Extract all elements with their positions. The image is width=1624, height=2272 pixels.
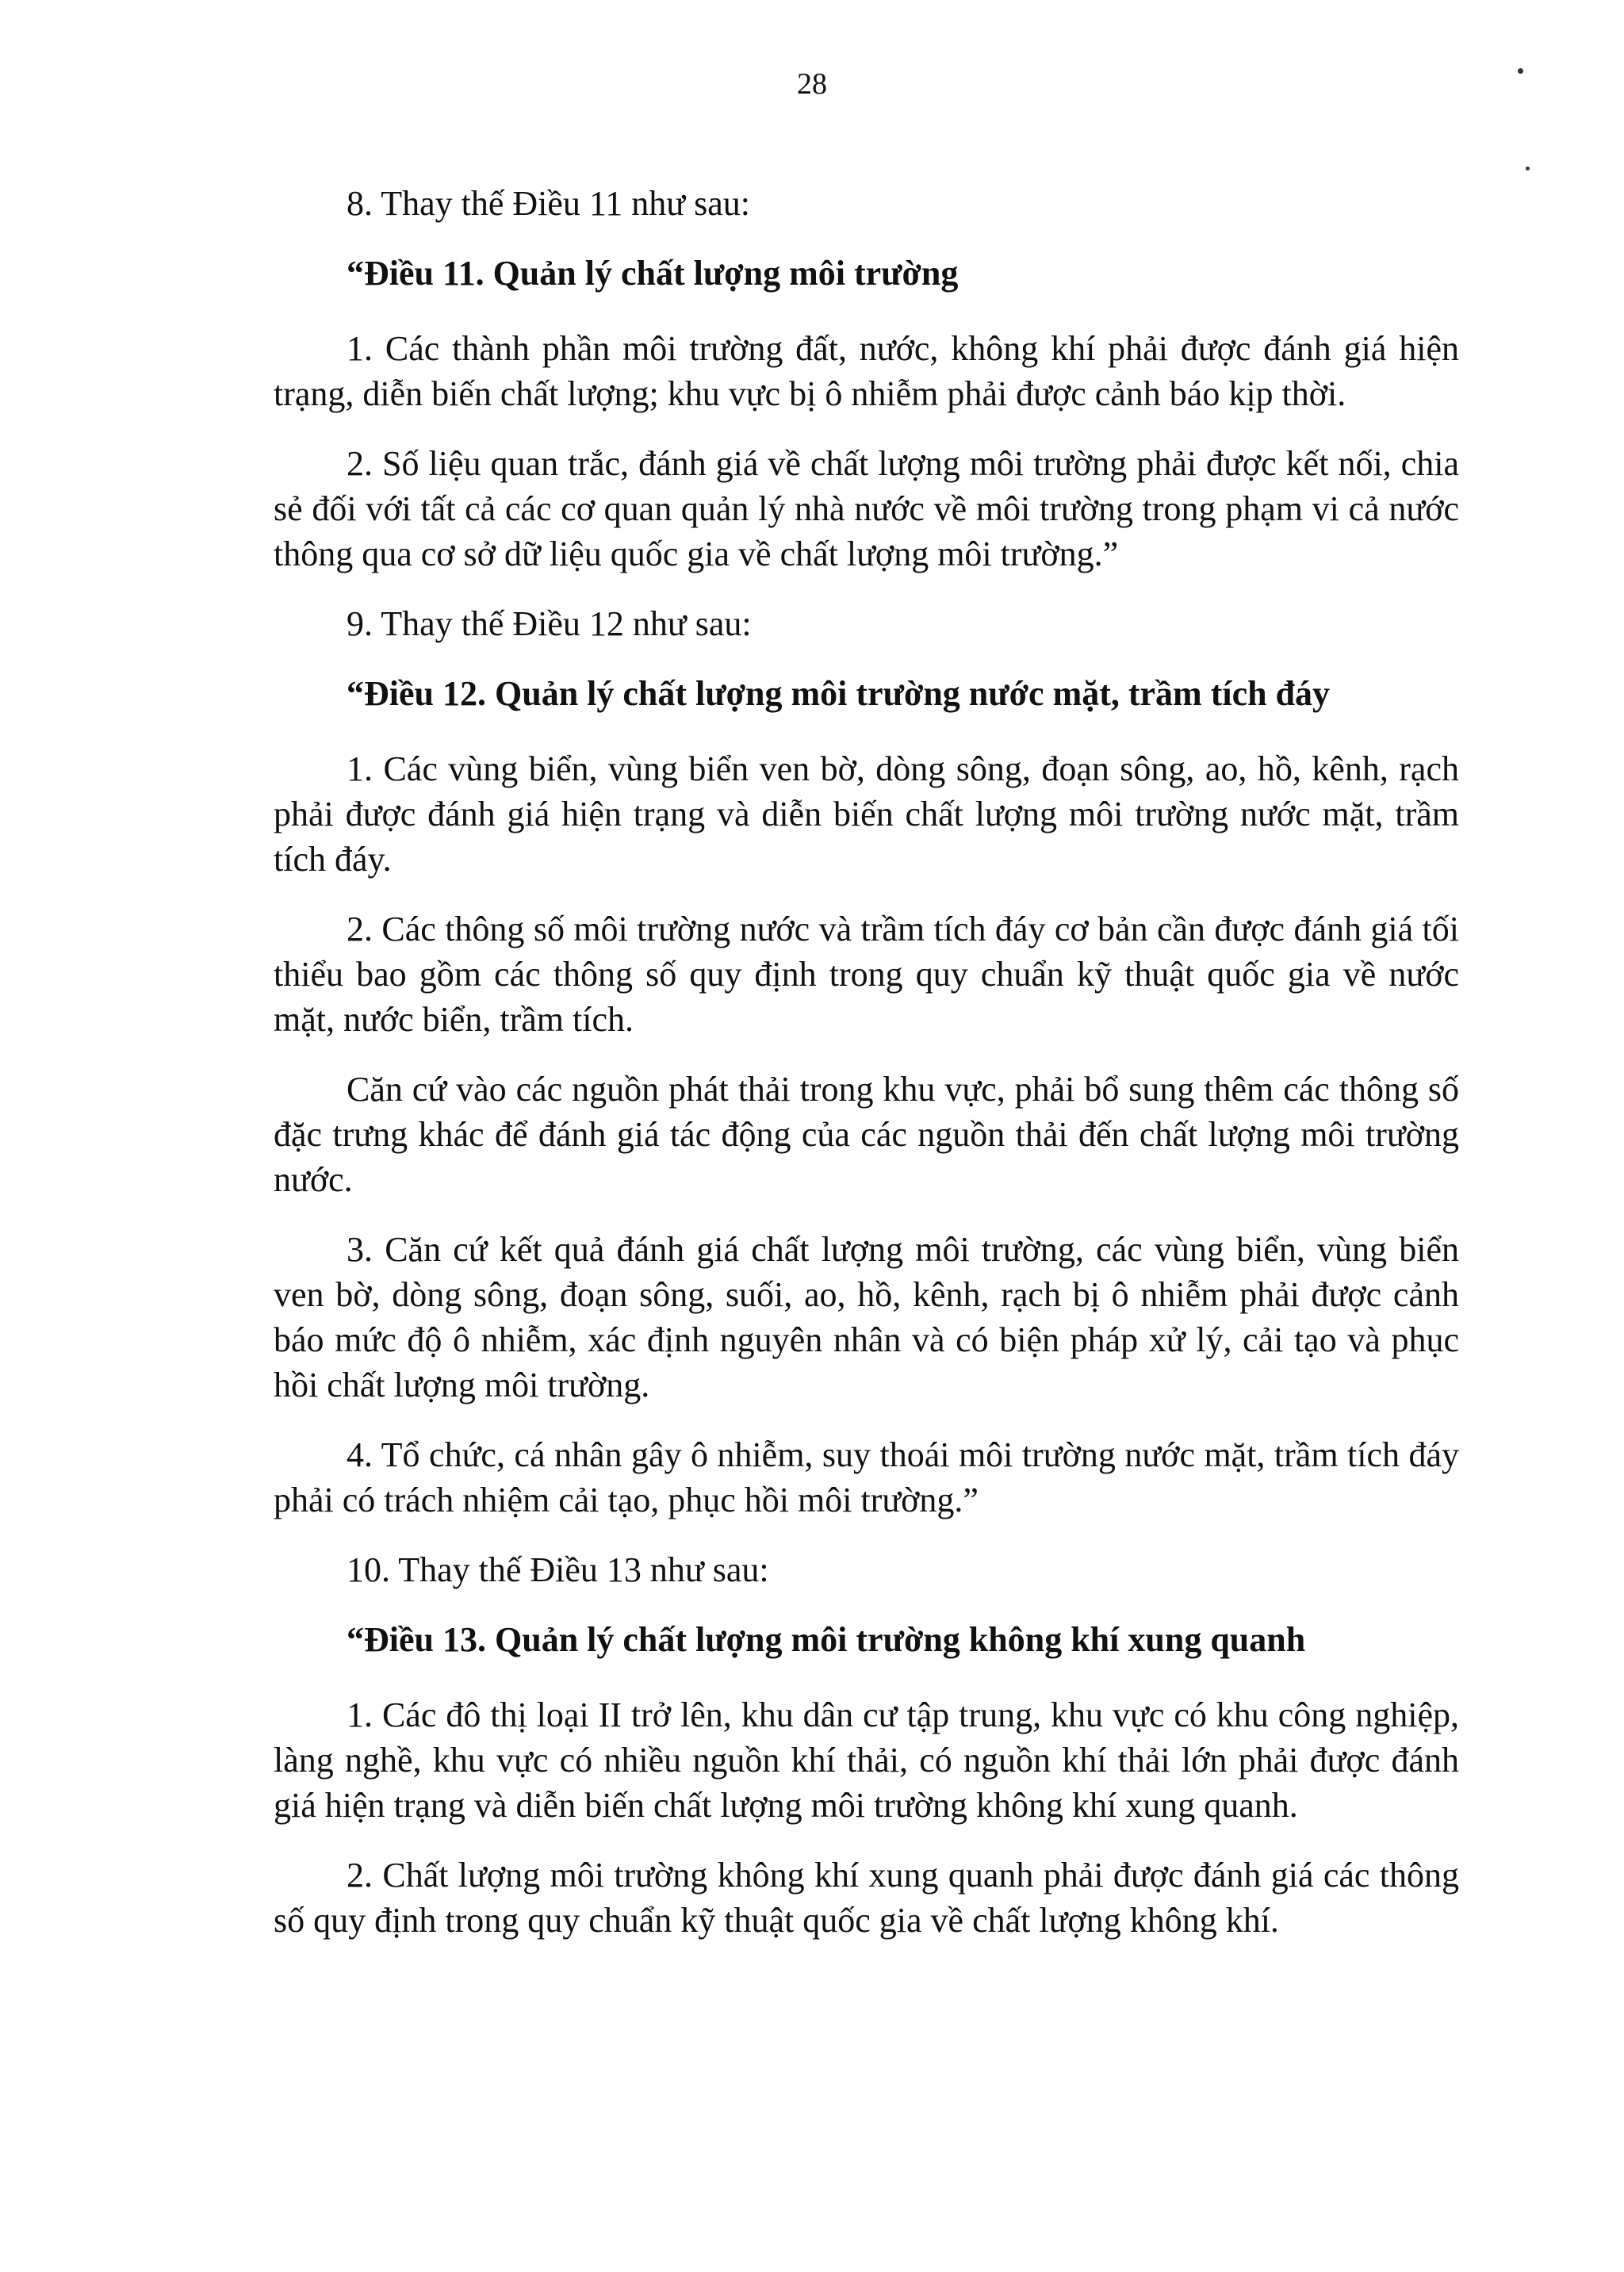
page-number: 28: [797, 67, 827, 101]
amendment-instruction: 8. Thay thế Điều 11 như sau:: [347, 184, 750, 223]
article-clause: 3. Căn cứ kết quả đánh giá chất lượng môi trường, các vùng biển, vùng biển ven bờ, dòng sông, đoạn sông, suối, ao, hồ, kênh, rạch bị ô nhiễm phải được cảnh báo mức độ ô nhiễm, xác định nguyên nhân và có biện pháp xử lý, cải tạo và phục hồi chất lượng môi trường.: [274, 1230, 1459, 1404]
document-body: [274, 181, 1459, 1967]
article-clause: 1. Các vùng biển, vùng biển ven bờ, dòng sông, đoạn sông, ao, hồ, kênh, rạch phải được đánh giá hiện trạng và diễn biến chất lượng môi trường nước mặt, trầm tích đáy.: [274, 749, 1459, 879]
scan-artifact: [1518, 68, 1523, 74]
article-heading: “Điều 13. Quản lý chất lượng môi trường không khí xung quanh: [347, 1620, 1306, 1659]
scan-artifact: [1526, 167, 1530, 170]
article-clause: 2. Chất lượng môi trường không khí xung quanh phải được đánh giá các thông số quy định trong quy chuẩn kỹ thuật quốc gia về chất lượng không khí.: [274, 1856, 1459, 1940]
article-heading: “Điều 12. Quản lý chất lượng môi trường nước mặt, trầm tích đáy: [347, 674, 1331, 713]
amendment-instruction: 10. Thay thế Điều 13 như sau:: [347, 1550, 769, 1589]
article-clause: 4. Tổ chức, cá nhân gây ô nhiễm, suy thoái môi trường nước mặt, trầm tích đáy phải có trách nhiệm cải tạo, phục hồi môi trường.”: [274, 1435, 1459, 1519]
article-clause: 1. Các đô thị loại II trở lên, khu dân cư tập trung, khu vực có khu công nghiệp, làng nghề, khu vực có nhiều nguồn khí thải, có nguồn khí thải lớn phải được đánh giá hiện trạng và diễn biến chất lượng môi trường không khí xung quanh.: [274, 1695, 1459, 1825]
amendment-instruction: 9. Thay thế Điều 12 như sau:: [347, 604, 752, 643]
article-clause: 2. Số liệu quan trắc, đánh giá về chất lượng môi trường phải được kết nối, chia sẻ đối với tất cả các cơ quan quản lý nhà nước về môi trường trong phạm vi cả nước thông qua cơ sở dữ liệu quốc gia về chất lượng môi trường.”: [274, 444, 1459, 573]
article-heading: “Điều 11. Quản lý chất lượng môi trường: [347, 254, 959, 293]
article-clause: 1. Các thành phần môi trường đất, nước, không khí phải được đánh giá hiện trạng, diễn biến chất lượng; khu vực bị ô nhiễm phải được cảnh báo kịp thời.: [274, 329, 1459, 413]
article-clause: 2. Các thông số môi trường nước và trầm tích đáy cơ bản cần được đánh giá tối thiểu bao gồm các thông số quy định trong quy chuẩn kỹ thuật quốc gia về nước mặt, nước biển, trầm tích.: [274, 910, 1459, 1039]
article-clause: Căn cứ vào các nguồn phát thải trong khu vực, phải bổ sung thêm các thông số đặc trưng khác để đánh giá tác động của các nguồn thải đến chất lượng môi trường nước.: [274, 1070, 1459, 1199]
